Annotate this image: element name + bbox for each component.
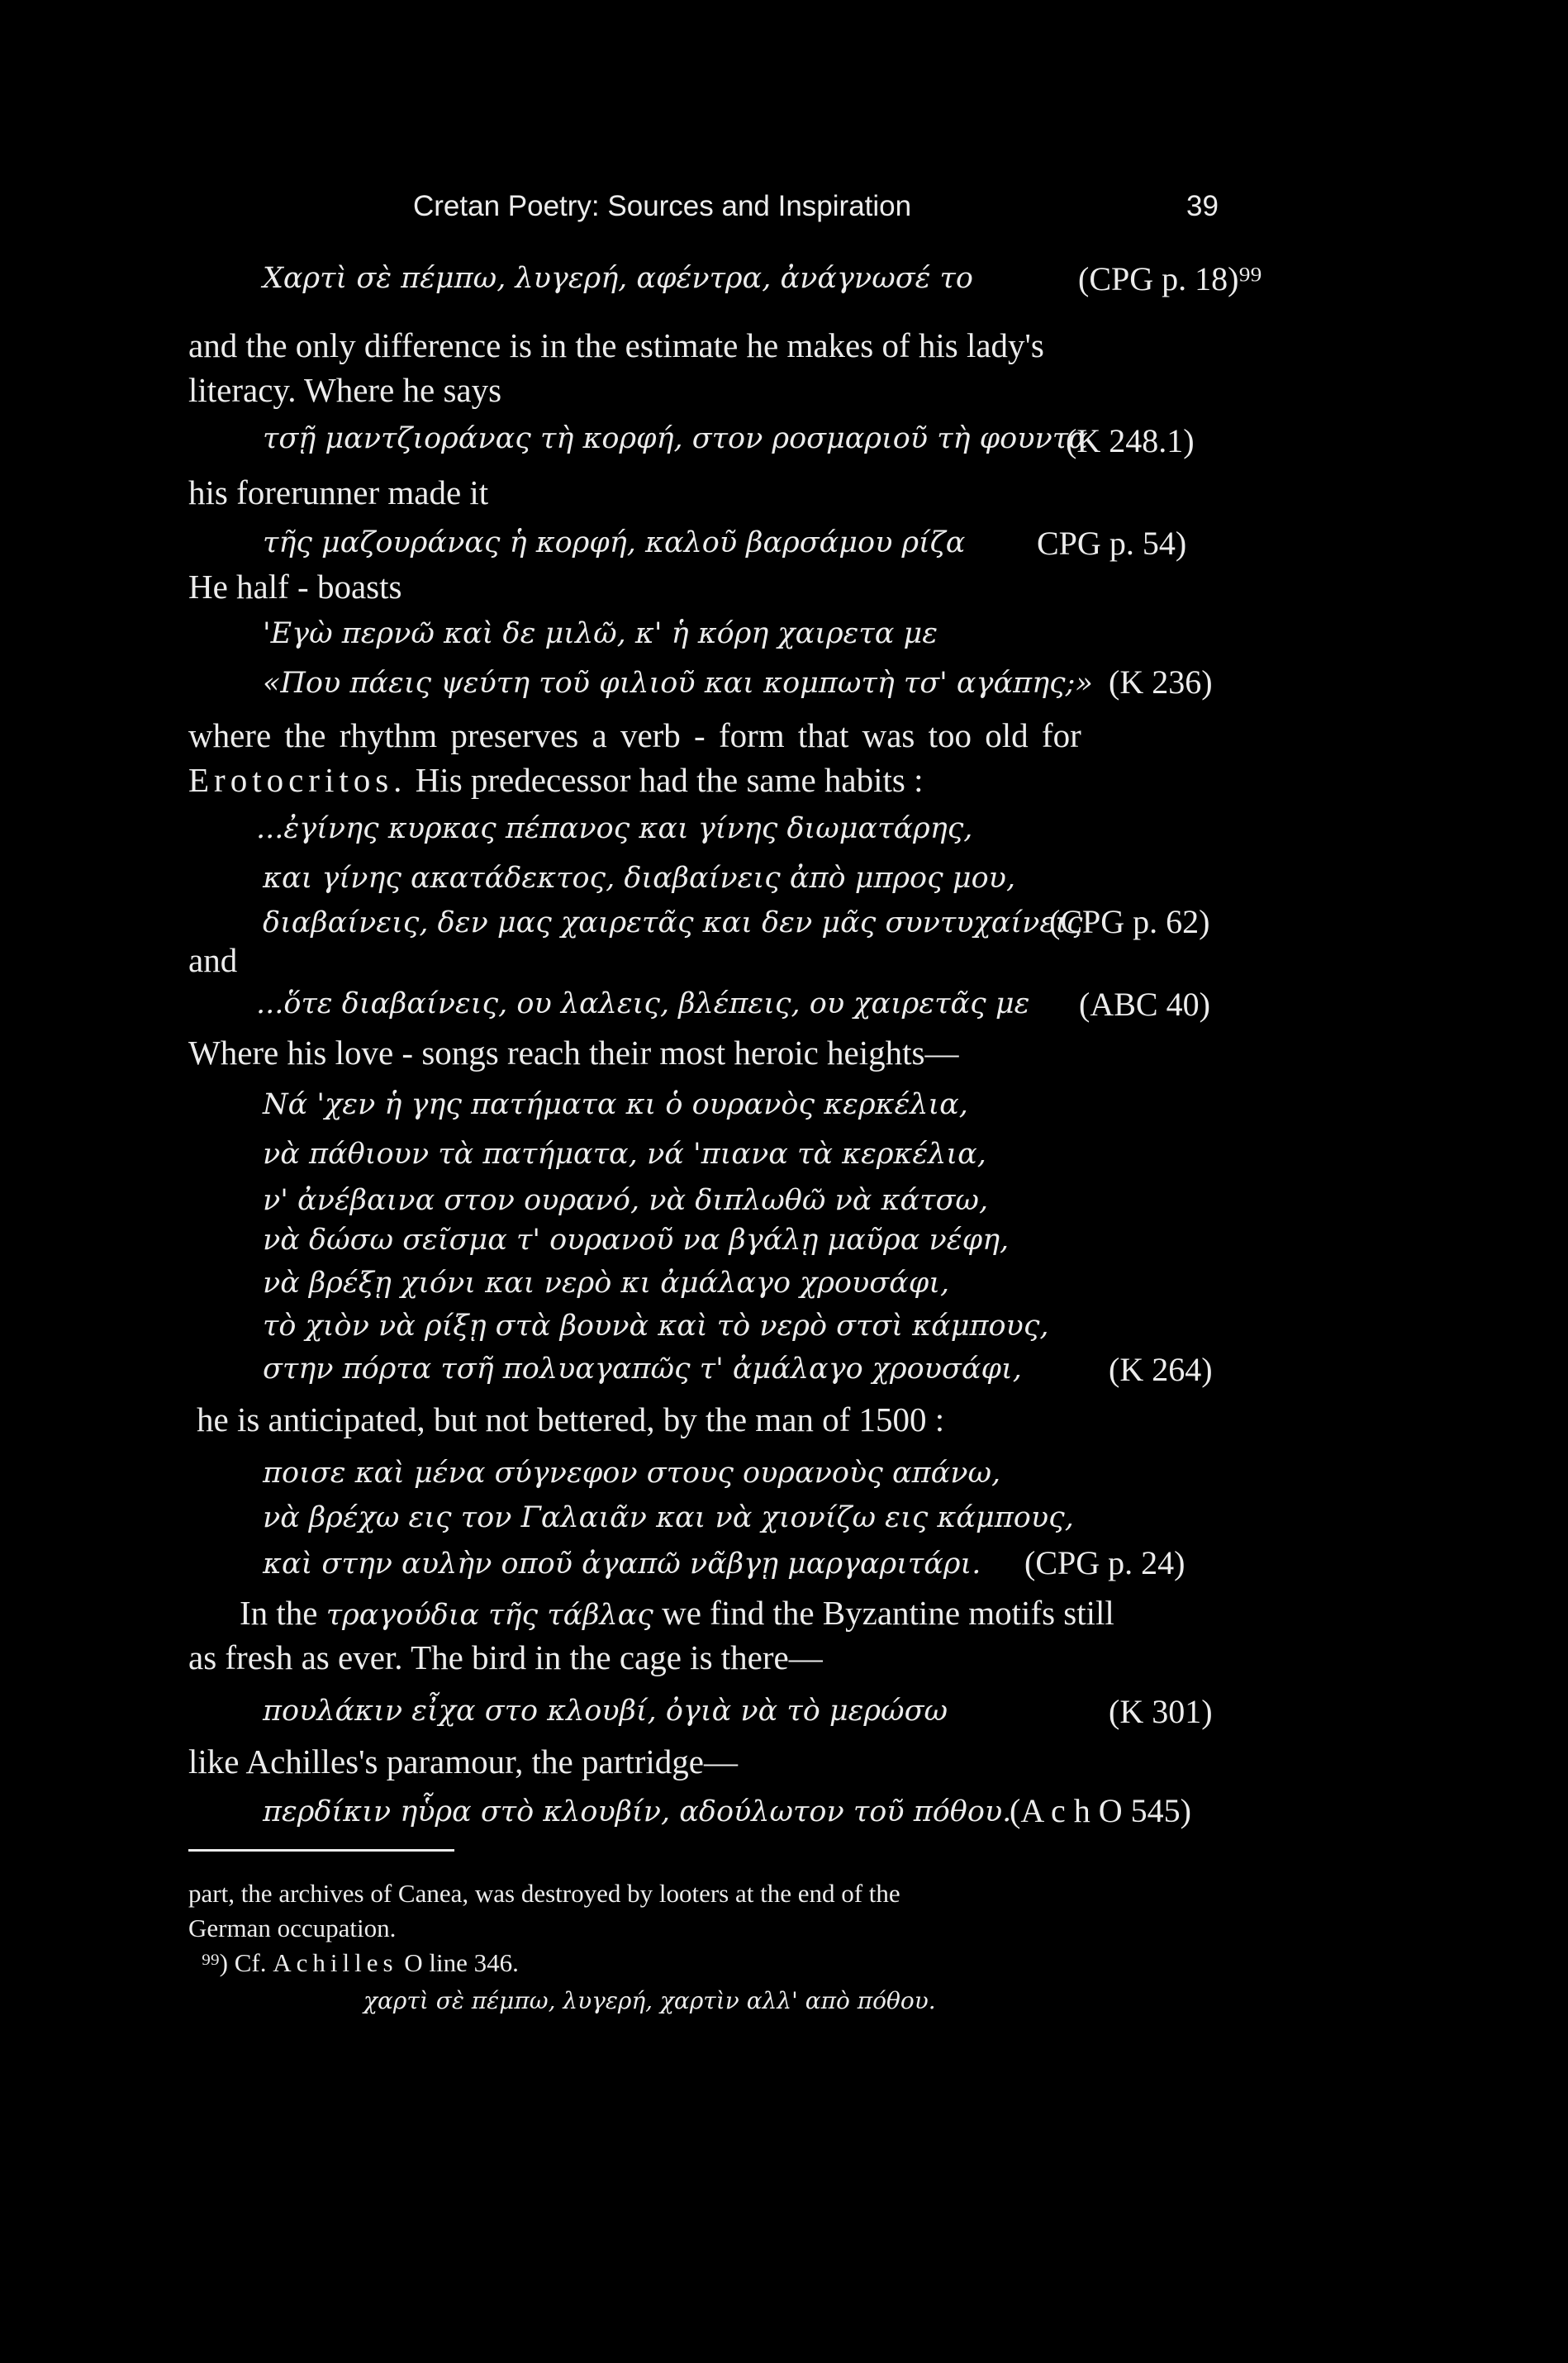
footnote-line: part, the archives of Canea, was destroyed by looters at the end of the — [188, 1879, 900, 1908]
verse-line: τσῇ μαντζιοράνας τὴ κορφή, στον ροσμαριοῦ τὴ φουντα — [263, 422, 1088, 455]
citation: (K 301) — [1109, 1693, 1213, 1730]
prose-line: as fresh as ever. The bird in the cage is there— — [188, 1638, 823, 1676]
prose-text: In the — [240, 1594, 318, 1632]
footnote-verse: χαρτὶ σὲ πέμπω, λυγερή, χαρτὶν αλλ' απὸ πόθου. — [363, 1987, 936, 2014]
footnote-marker: ⁹⁹) Cf. — [202, 1948, 267, 1977]
prose-line: He half - boasts — [188, 568, 402, 606]
prose-line — [240, 1596, 1114, 1630]
verse-line: 'Εγὼ περνῶ καὶ δε μιλῶ, κ' ἡ κόρη χαιρετα με — [263, 617, 938, 650]
citation: (K 264) — [1109, 1351, 1213, 1388]
work-title: Erotocritos. — [188, 761, 407, 799]
prose-line: and the only difference is in the estimate he makes of his lady's — [188, 326, 1044, 364]
verse-line: τῆς μαζουράνας ἡ κορφή, καλοῦ βαρσάμου ρίζα — [263, 526, 966, 559]
citation: (K 248.1) — [1066, 422, 1195, 459]
verse-line: ποισε καὶ μένα σύγνεφον στους ουρανοὺς απάνω, — [263, 1457, 1001, 1490]
citation: (ABC 40) — [1079, 986, 1210, 1023]
verse-line: και γίνης ακατάδεκτος, διαβαίνεις ἀπὸ μπρος μου, — [263, 862, 1016, 895]
running-title: Cretan Poetry: Sources and Inspiration — [413, 190, 912, 222]
verse-line: Χαρτὶ σὲ πέμπω, λυγερή, αφέντρα, ἀνάγνωσέ το — [263, 262, 973, 295]
verse-line: νὰ βρέξῃ χιόνι και νερὸ κι ἀμάλαγο χρουσάφι, — [263, 1267, 950, 1300]
citation: (CPG p. 18)⁹⁹ — [1078, 260, 1262, 297]
verse-line: νὰ πάθιουν τὰ πατήματα, νά 'πιανα τὰ κερκέλια, — [263, 1138, 986, 1171]
verse-line: ν' ἀνέβαινα στον ουρανό, νὰ διπλωθῶ νὰ κάτσω, — [263, 1184, 989, 1217]
footnote-line: German occupation. — [188, 1914, 397, 1942]
prose-line: Where his love - songs reach their most heroic heights— — [188, 1034, 959, 1072]
verse-line: στην πόρτα τσῆ πολυαγαπῶς τ' ἀμάλαγο χρουσάφι, — [263, 1353, 1022, 1386]
citation: CPG p. 54) — [1037, 525, 1187, 562]
citation: (A c h O 545) — [1010, 1792, 1191, 1829]
verse-line: νὰ δώσω σεῖσμα τ' ουρανοῦ να βγάλῃ μαῦρα νέφη, — [263, 1224, 1010, 1257]
verse-line: πουλάκιν εἶχα στο κλουβί, ὀγιὰ νὰ τὸ μερώσω — [263, 1695, 948, 1728]
prose-line: where the rhythm preserves a verb - form that was too old for — [188, 716, 1081, 754]
prose-line — [188, 763, 924, 797]
verse-line: περδίκιν ηὗρα στὸ κλουβίν, αδούλωτον τοῦ πόθου. — [263, 1795, 1012, 1828]
prose-line: he is anticipated, but not bettered, by the man of 1500 : — [197, 1400, 945, 1438]
work-title: Achilles — [273, 1948, 398, 1977]
prose-line: and — [188, 941, 238, 979]
footnote-line — [202, 1950, 519, 1976]
footnote-text: O line 346. — [404, 1948, 519, 1977]
verse-line: «Που πάεις ψεύτη τοῦ φιλιοῦ και κομπωτὴ τσ' αγάπης;» — [263, 667, 1093, 700]
prose-line: literacy. Where he says — [188, 371, 502, 409]
verse-line: Νά 'χεν ἡ γης πατήματα κι ὁ ουρανὸς κερκέλια, — [263, 1088, 968, 1121]
verse-line: ...ἐγίνης κυρκας πέπανος και γίνης διωματάρης, — [256, 812, 973, 845]
citation: (CPG p. 24) — [1024, 1544, 1186, 1581]
verse-line: νὰ βρέχω εις τον Γαλαιᾶν και νὰ χιονίζω εις κάμπους, — [263, 1501, 1074, 1534]
page-number: 39 — [1186, 190, 1219, 222]
prose-line: like Achilles's paramour, the partridge— — [188, 1743, 738, 1781]
verse-line: τὸ χιὸν νὰ ρίξῃ στὰ βουνὰ καὶ τὸ νερὸ στσὶ κάμπους, — [263, 1310, 1049, 1343]
citation: (CPG p. 62) — [1049, 903, 1210, 940]
prose-line: his forerunner made it — [188, 473, 489, 511]
verse-line: ...ὅτε διαβαίνεις, ου λαλεις, βλέπεις, ου χαιρετᾶς με — [256, 987, 1030, 1020]
verse-line: διαβαίνεις, δεν μας χαιρετᾶς και δεν μᾶς συντυχαίνεις — [263, 906, 1083, 939]
prose-text: we find the Byzantine motifs still — [662, 1594, 1114, 1632]
verse-line: καὶ στην αυλὴν οποῦ ἀγαπῶ νᾶβγῃ μαργαριτάρι. — [263, 1548, 981, 1581]
footnote-rule — [188, 1849, 454, 1852]
citation: (K 236) — [1109, 663, 1213, 701]
prose-text: His predecessor had the same habits : — [415, 761, 924, 799]
greek-phrase: τραγούδια τῆς τάβλας — [325, 1599, 653, 1632]
